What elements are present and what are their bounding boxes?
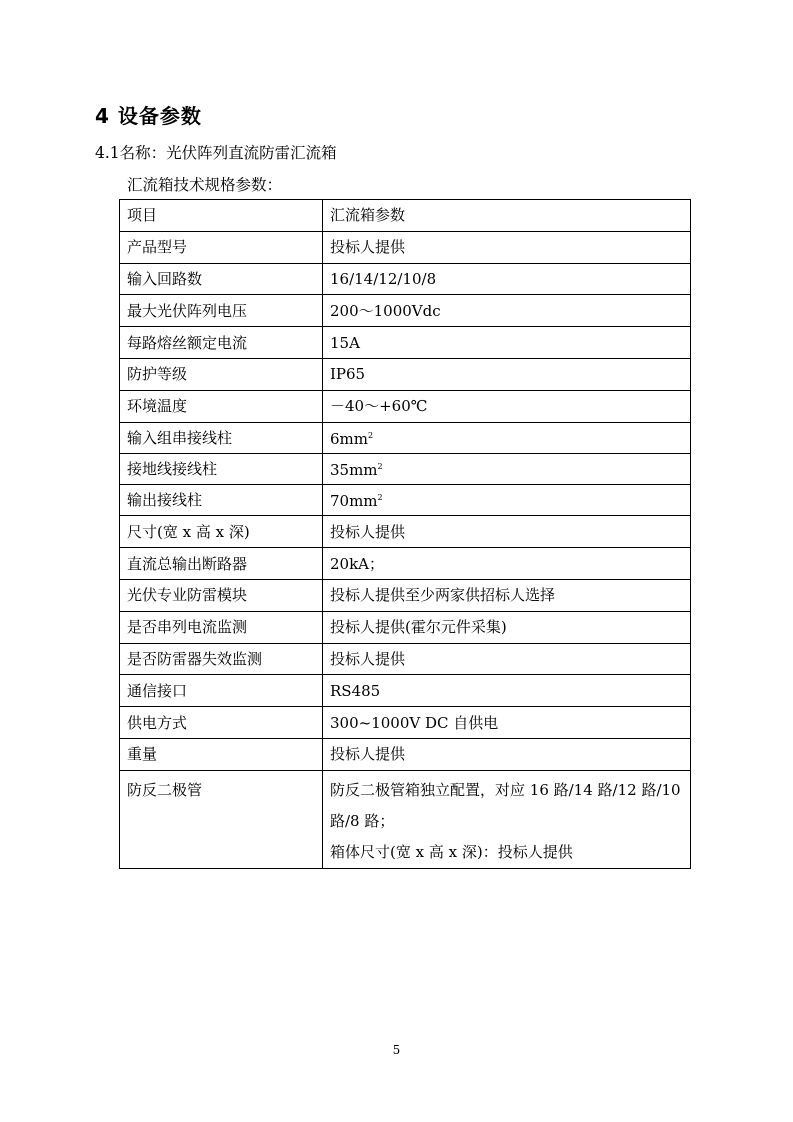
table-row [120,611,691,643]
item-cell: 通信接口 [120,675,323,707]
value-cell: －40～+60℃ [323,390,691,422]
table-row [120,548,691,580]
item-cell: 重量 [120,738,323,770]
item-cell: 是否防雷器失效监测 [120,643,323,675]
item-cell: 供电方式 [120,707,323,739]
table-row [120,327,691,359]
item-cell: 每路熔丝额定电流 [120,327,323,359]
item-cell: 是否串列电流监测 [120,611,323,643]
value-cell: 投标人提供(霍尔元件采集) [323,611,691,643]
table-row [120,295,691,327]
value-cell: 投标人提供 [323,516,691,548]
table-row [120,516,691,548]
item-cell: 输入组串接线柱 [120,422,323,453]
value-cell [323,770,691,868]
value-cell: 投标人提供 [323,738,691,770]
value-line: 箱体尺寸(宽 x 高 x 深)：投标人提供 [330,842,573,861]
value-cell: 16/14/12/10/8 [323,263,691,295]
table-row [120,707,691,739]
spec-table [119,199,691,869]
value-cell [323,453,691,484]
superscript: 2 [377,493,383,503]
table-row [120,579,691,611]
table-row [120,675,691,707]
item-cell: 输入回路数 [120,263,323,295]
item-cell: 尺寸(宽 x 高 x 深) [120,516,323,548]
value-cell: 20kA； [323,548,691,580]
value-cell [323,422,691,453]
table-row [120,231,691,263]
table-row [120,643,691,675]
superscript: 2 [377,462,383,472]
value-text: 6mm [330,430,368,449]
table-intro: 汇流箱技术规格参数： [127,176,283,194]
table-row [120,453,691,484]
value-cell: 投标人提供 [323,231,691,263]
item-cell: 防反二极管 [120,770,323,868]
value-cell [323,484,691,516]
value-text: 35mm [330,461,378,480]
table-row [120,390,691,422]
value-cell: 15A [323,327,691,359]
item-cell: 防护等级 [120,358,323,390]
table-row [120,738,691,770]
value-cell: 200～1000Vdc [323,295,691,327]
page-number: 5 [392,1043,401,1057]
value-text: 70mm [330,492,378,511]
value-cell: 投标人提供 [323,643,691,675]
value-cell: 汇流箱参数 [323,200,691,232]
table-row [120,770,691,868]
table-row [120,200,691,232]
item-cell: 接地线接线柱 [120,453,323,484]
table-row [120,422,691,453]
section-heading: 4 设备参数 [95,104,202,128]
table-row [120,484,691,516]
superscript: 2 [368,431,374,441]
item-cell: 最大光伏阵列电压 [120,295,323,327]
value-cell: 投标人提供至少两家供招标人选择 [323,579,691,611]
item-cell: 环境温度 [120,390,323,422]
item-cell: 直流总输出断路器 [120,548,323,580]
item-cell: 项目 [120,200,323,232]
item-cell: 产品型号 [120,231,323,263]
table-row [120,358,691,390]
value-cell: 300~1000V DC 自供电 [323,707,691,739]
item-cell: 输出接线柱 [120,484,323,516]
value-cell: IP65 [323,358,691,390]
value-cell: RS485 [323,675,691,707]
value-line: 防反二极管箱独立配置，对应 16 路/14 路/12 路/10 [330,780,681,799]
value-line: 路/8 路； [330,811,395,830]
item-cell: 光伏专业防雷模块 [120,579,323,611]
subsection-heading: 4.1名称：光伏阵列直流防雷汇流箱 [95,144,337,162]
table-row [120,263,691,295]
